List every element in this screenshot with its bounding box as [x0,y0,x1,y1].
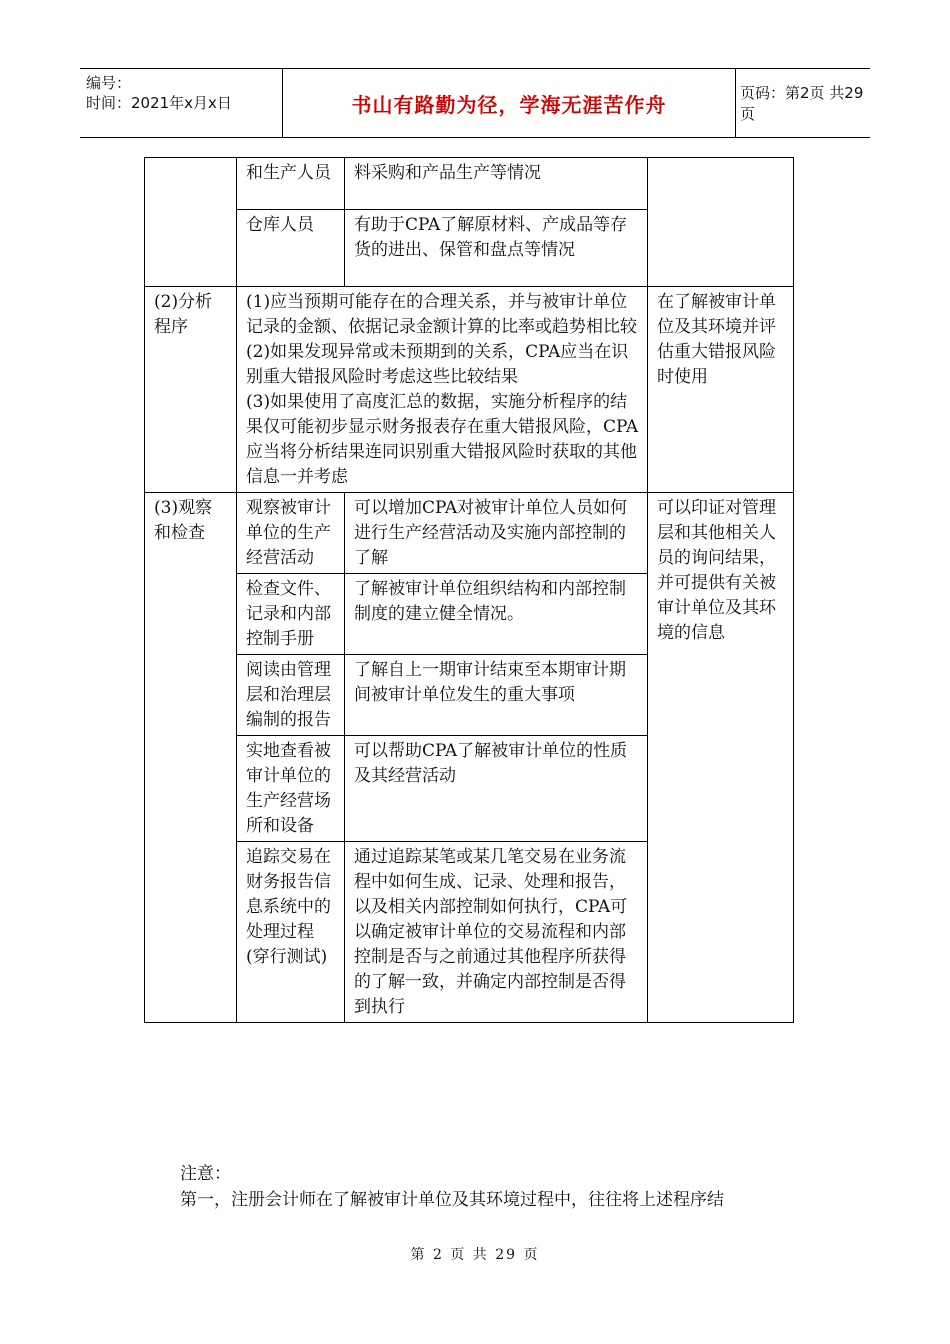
table-row [145,493,794,1023]
method-cell: 观察被审计单位的生产经营活动 [237,493,345,574]
note-cell: 可以印证对管理层和其他相关人员的询问结果，并可提供有关被审计单位及其环境的信息 [648,493,794,1023]
table-row [145,158,794,287]
purpose-cell: 有助于CPA了解原材料、产成品等存货的进出、保管和盘点等情况 [345,210,648,287]
procedure-cell [145,158,237,287]
observation-subtable [237,493,647,1022]
procedure-cell: (2)分析程序 [145,287,237,493]
header-page-number: 页码：第2页 共29页 [740,84,864,123]
method-cell: 和生产人员 [237,158,345,210]
page-header [80,68,870,138]
note-cell: 在了解被审计单位及其环境并评估重大错报风险时使用 [648,287,794,493]
page-footer: 第 2 页 共 29 页 [410,1247,540,1263]
table-row [237,736,647,842]
purpose-cell: 料采购和产品生产等情况 [345,158,648,210]
procedures-table [144,157,794,1023]
content-cell [237,287,648,493]
table-row [237,655,647,736]
content-item: (2)如果发现异常或未预期到的关系，CPA应当在识别重大错报风险时考虑这些比较结果 [246,342,629,387]
content-item: (1)应当预期可能存在的合理关系，并与被审计单位记录的金额、依据记录金额计算的比率或趋势相比较 [246,292,637,337]
table-row [237,158,647,210]
purpose-cell: 通过追踪某笔或某几笔交易在业务流程中如何生成、记录、处理和报告，以及相关内部控制如何执行，CPA可以确定被审计单位的交易流程和内部控制是否与之前通过其他程序所获得的了解一致，并确定内部控制是否得到执行 [345,842,648,1023]
table-row [237,574,647,655]
table-row [237,210,647,287]
observation-group [237,493,648,1023]
header-motto: 书山有路勤为径，学海无涯苦作舟 [351,92,667,117]
method-cell: 追踪交易在财务报告信息系统中的处理过程(穿行测试) [237,842,345,1023]
purpose-cell: 了解自上一期审计结束至本期审计期间被审计单位发生的重大事项 [345,655,648,736]
purpose-cell: 可以帮助CPA了解被审计单位的性质及其经营活动 [345,736,648,842]
table-row [145,287,794,493]
header-date: 时间：2021年x月x日 [86,94,232,112]
content-item: (3)如果使用了高度汇总的数据，实施分析程序的结果仅可能初步显示财务报表存在重大错报风险，CPA应当将分析结果连同识别重大错报风险时获取的其他信息一并考虑 [246,392,639,487]
method-cell: 实地查看被审计单位的生产经营场所和设备 [237,736,345,842]
inquiry-group [237,158,648,287]
method-cell: 阅读由管理层和治理层编制的报告 [237,655,345,736]
header-divider [735,69,736,137]
note-heading: 注意： [180,1164,231,1184]
inquiry-subtable [237,158,647,286]
note-cell [648,158,794,287]
header-meta [86,73,282,113]
purpose-cell: 了解被审计单位组织结构和内部控制制度的建立健全情况。 [345,574,648,655]
header-number: 编号： [86,74,132,92]
method-cell: 仓库人员 [237,210,345,287]
note-paragraph: 第一，注册会计师在了解被审计单位及其环境过程中，往往将上述程序结 [180,1190,724,1210]
table-row [237,493,647,574]
procedure-cell: (3)观察和检查 [145,493,237,1023]
method-cell: 检查文件、记录和内部控制手册 [237,574,345,655]
purpose-cell: 可以增加CPA对被审计单位人员如何进行生产经营活动及实施内部控制的了解 [345,493,648,574]
table-row [237,842,647,1023]
